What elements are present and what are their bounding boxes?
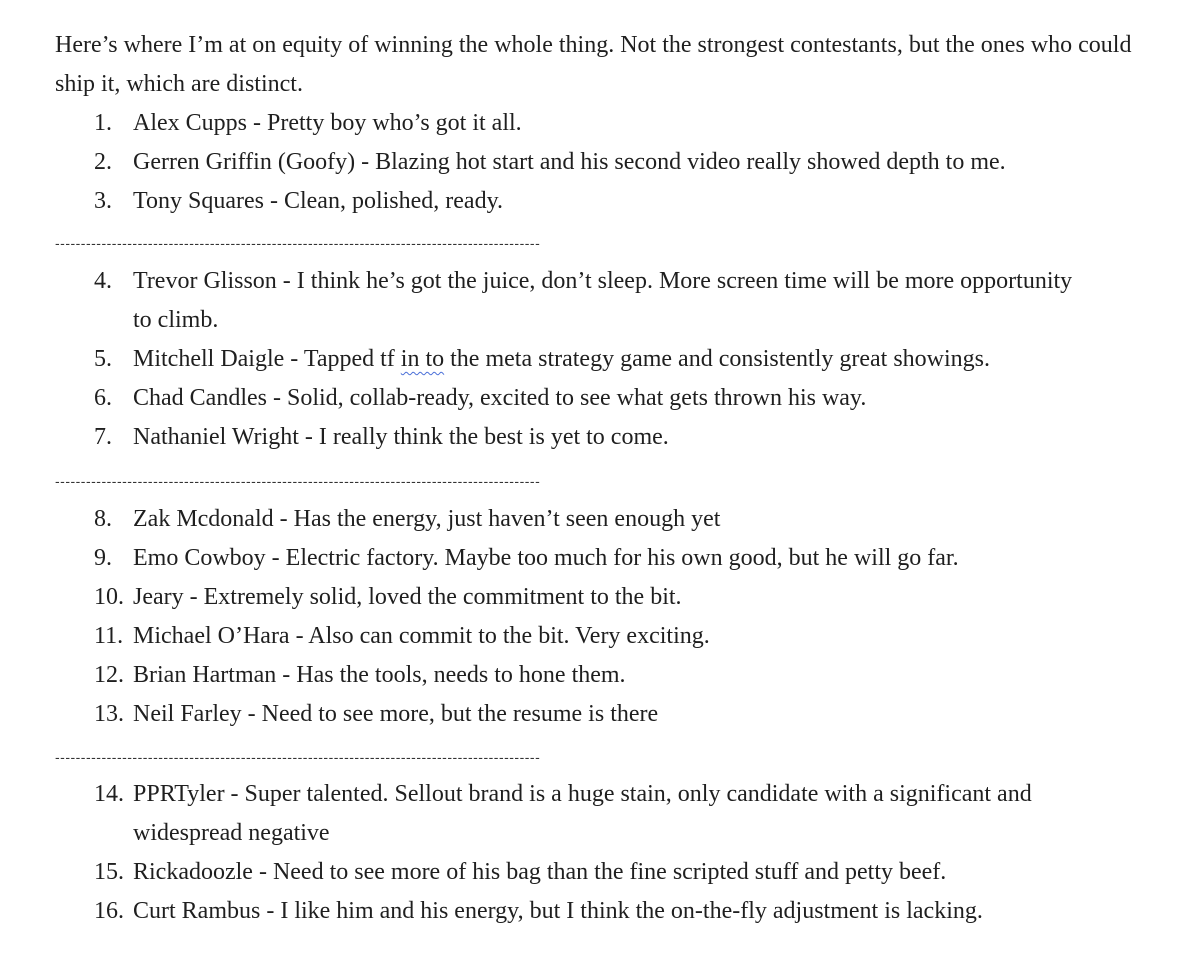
list-number: 7. — [94, 424, 112, 450]
tier-divider: ---------------------------------------------------------------------------------------------- — [55, 749, 541, 765]
list-item-text: Zak Mcdonald - Has the energy, just haven’t seen enough yet — [133, 506, 721, 532]
tier-4-list — [0, 775, 1200, 931]
spelling-suggestion-underline[interactable]: in to — [400, 346, 445, 372]
list-number: 14. — [94, 781, 124, 807]
tier-divider: ---------------------------------------------------------------------------------------------- — [55, 473, 541, 489]
list-number: 2. — [94, 149, 112, 175]
list-number: 12. — [94, 662, 124, 688]
tier-divider: ---------------------------------------------------------------------------------------------- — [55, 235, 541, 251]
list-number: 9. — [94, 545, 112, 571]
tier-2-list — [0, 262, 1200, 457]
list-item — [0, 853, 1073, 892]
list-item — [0, 418, 1073, 457]
list-item — [0, 617, 1073, 656]
list-item — [0, 262, 1073, 340]
list-number: 15. — [94, 859, 124, 885]
list-item — [0, 182, 1073, 221]
list-item — [0, 143, 1073, 182]
list-item — [0, 379, 1073, 418]
list-number: 4. — [94, 268, 112, 294]
list-item — [0, 104, 1073, 143]
list-item-text: Michael O’Hara - Also can commit to the bit. Very exciting. — [133, 623, 710, 649]
list-number: 11. — [94, 623, 124, 649]
list-number: 10. — [94, 584, 124, 610]
list-item-text: Tony Squares - Clean, polished, ready. — [133, 188, 504, 214]
list-number: 5. — [94, 346, 112, 372]
list-number: 1. — [94, 110, 112, 136]
list-item — [0, 892, 1073, 931]
tier-1-list — [0, 104, 1200, 221]
list-item-text: PPRTyler - Super talented. Sellout brand is a huge stain, only candidate with a significant and widespread negative — [133, 781, 1032, 846]
list-item-text-end: the meta strategy game and consistently great showings. — [444, 346, 990, 372]
list-item — [0, 656, 1073, 695]
list-item — [0, 340, 1073, 379]
list-item — [0, 578, 1073, 617]
list-item-text-start: Mitchell Daigle - Tapped tf — [133, 346, 401, 372]
list-item-text: Rickadoozle - Need to see more of his bag than the fine scripted stuff and petty beef. — [133, 859, 947, 885]
list-number: 6. — [94, 385, 112, 411]
list-number: 3. — [94, 188, 112, 214]
list-item — [0, 695, 1073, 734]
list-item-text: Trevor Glisson - I think he’s got the juice, don’t sleep. More screen time will be more opportunity to climb. — [133, 268, 1073, 333]
list-item-text: Nathaniel Wright - I really think the best is yet to come. — [133, 424, 669, 450]
list-number: 16. — [94, 898, 124, 924]
list-number: 13. — [94, 701, 124, 727]
intro-paragraph: Here’s where I’m at on equity of winning the whole thing. Not the strongest contestants, but the ones who could ship it, which are distinct. — [55, 32, 1132, 97]
list-item — [0, 539, 1073, 578]
list-item — [0, 500, 1073, 539]
tier-3-list — [0, 500, 1200, 734]
list-number: 8. — [94, 506, 112, 532]
list-item-text: Brian Hartman - Has the tools, needs to hone them. — [133, 662, 626, 688]
list-item-text: Jeary - Extremely solid, loved the commitment to the bit. — [133, 584, 682, 610]
list-item-text: Alex Cupps - Pretty boy who’s got it all. — [133, 110, 522, 136]
list-item-text: Emo Cowboy - Electric factory. Maybe too much for his own good, but he will go far. — [133, 545, 959, 571]
list-item-text: Gerren Griffin (Goofy) - Blazing hot start and his second video really showed depth to me. — [133, 149, 1006, 175]
list-item — [0, 775, 1073, 853]
list-item-text: Neil Farley - Need to see more, but the resume is there — [133, 701, 659, 727]
list-item-text: Chad Candles - Solid, collab-ready, excited to see what gets thrown his way. — [133, 385, 867, 411]
list-item-text: Curt Rambus - I like him and his energy, but I think the on-the-fly adjustment is lacking. — [133, 898, 983, 924]
